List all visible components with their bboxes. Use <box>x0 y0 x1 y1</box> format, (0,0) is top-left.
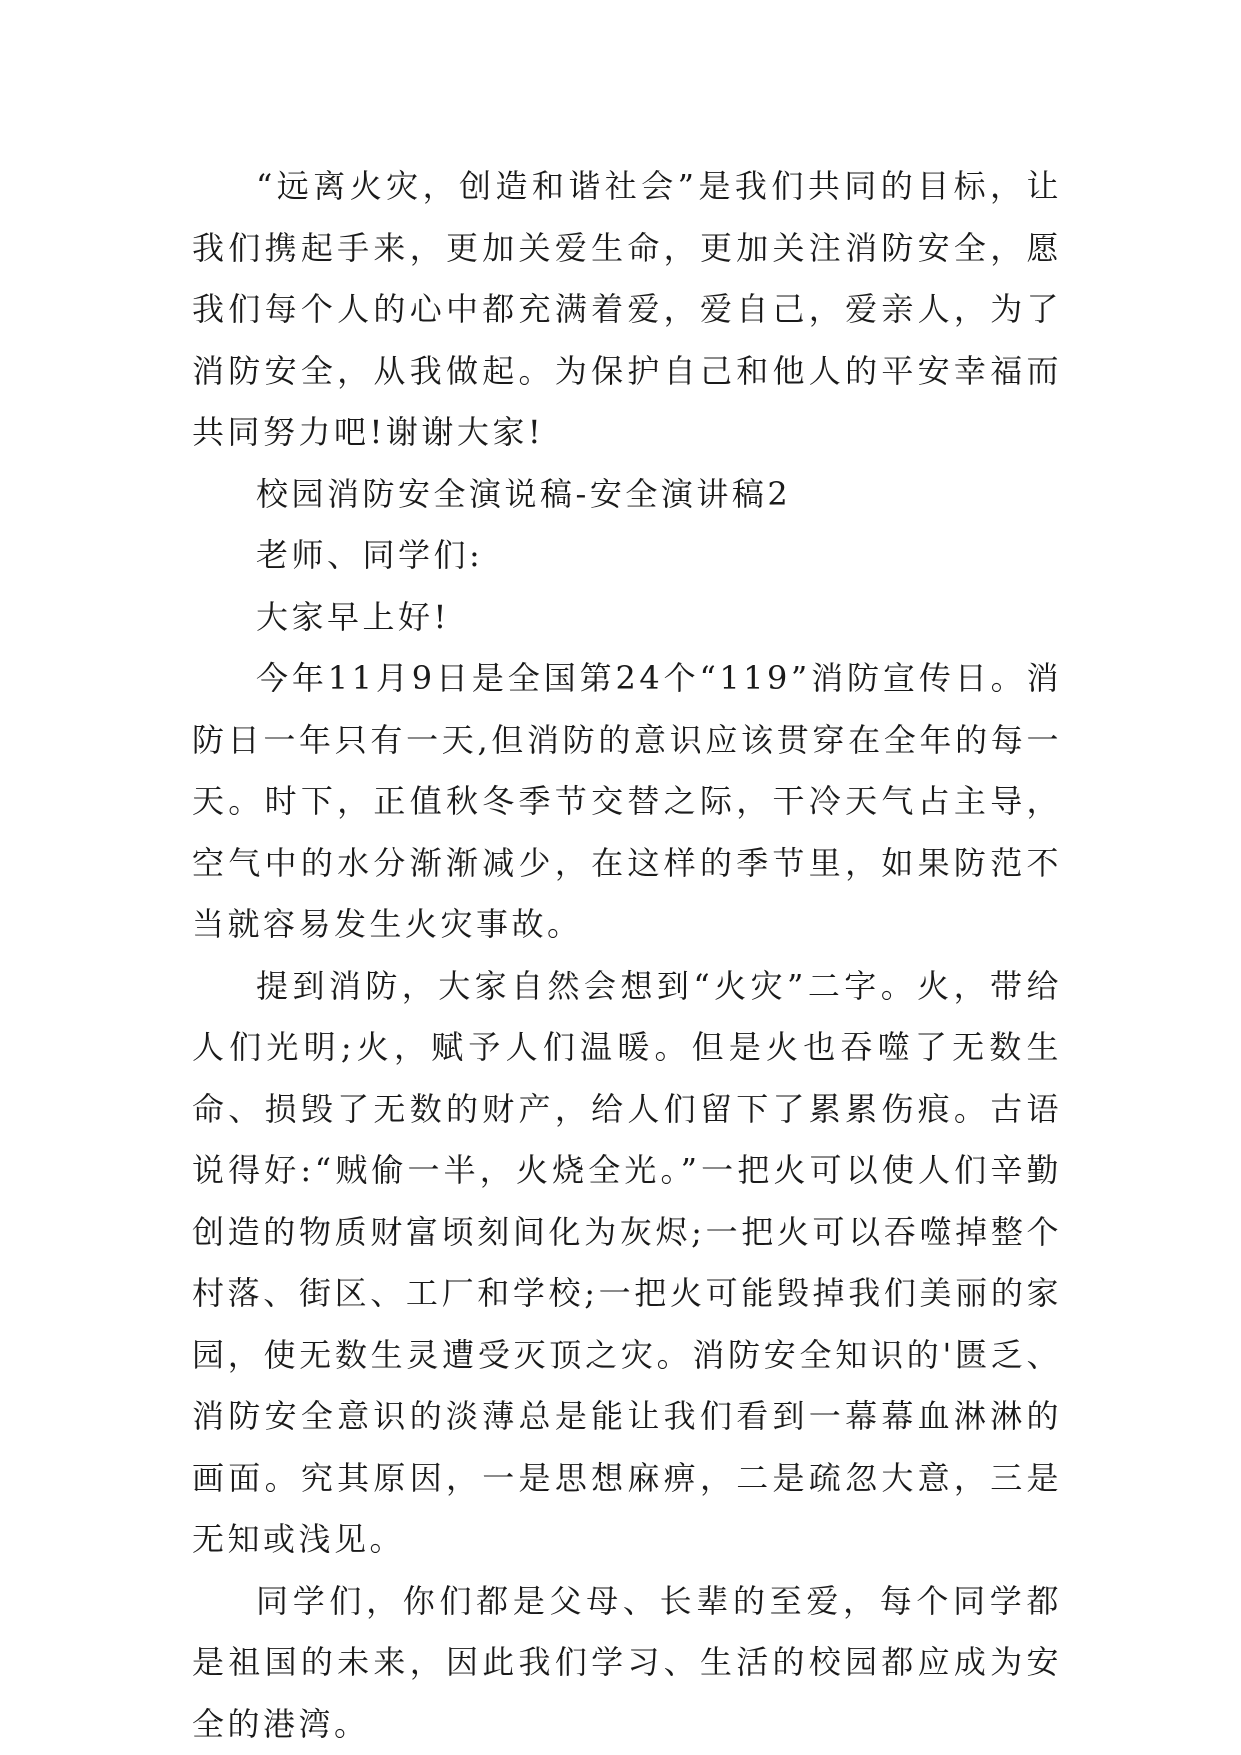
salutation: 老师、同学们: <box>192 525 1062 587</box>
speech-title: 校园消防安全演说稿-安全演讲稿2 <box>192 464 1062 526</box>
greeting: 大家早上好! <box>192 587 1062 649</box>
document-body <box>192 156 1062 1755</box>
paragraph-closing: “远离火灾，创造和谐社会”是我们共同的目标，让我们携起手来，更加关爱生命，更加关注消防安全，愿我们每个人的心中都充满着爱，爱自己，爱亲人，为了消防安全，从我做起。为保护自己和他人的平安幸福而共同努力吧!谢谢大家! <box>192 156 1062 464</box>
paragraph-students: 同学们，你们都是父母、长辈的至爱，每个同学都是祖国的未来，因此我们学习、生活的校园都应成为安全的港湾。 <box>192 1571 1062 1755</box>
paragraph-fire-day: 今年11月9日是全国第24个“119”消防宣传日。消防日一年只有一天,但消防的意识应该贯穿在全年的每一天。时下，正值秋冬季节交替之际，干冷天气占主导，空气中的水分渐渐减少，在这样的季节里，如果防范不当就容易发生火灾事故。 <box>192 648 1062 956</box>
paragraph-fire-danger: 提到消防，大家自然会想到“火灾”二字。火，带给人们光明;火，赋予人们温暖。但是火也吞噬了无数生命、损毁了无数的财产，给人们留下了累累伤痕。古语说得好:“贼偷一半，火烧全光。”一把火可以使人们辛勤创造的物质财富顷刻间化为灰烬;一把火可以吞噬掉整个村落、街区、工厂和学校;一把火可能毁掉我们美丽的家园，使无数生灵遭受灭顶之灾。消防安全知识的'匮乏、消防安全意识的淡薄总是能让我们看到一幕幕血淋淋的画面。究其原因，一是思想麻痹，二是疏忽大意，三是无知或浅见。 <box>192 956 1062 1571</box>
